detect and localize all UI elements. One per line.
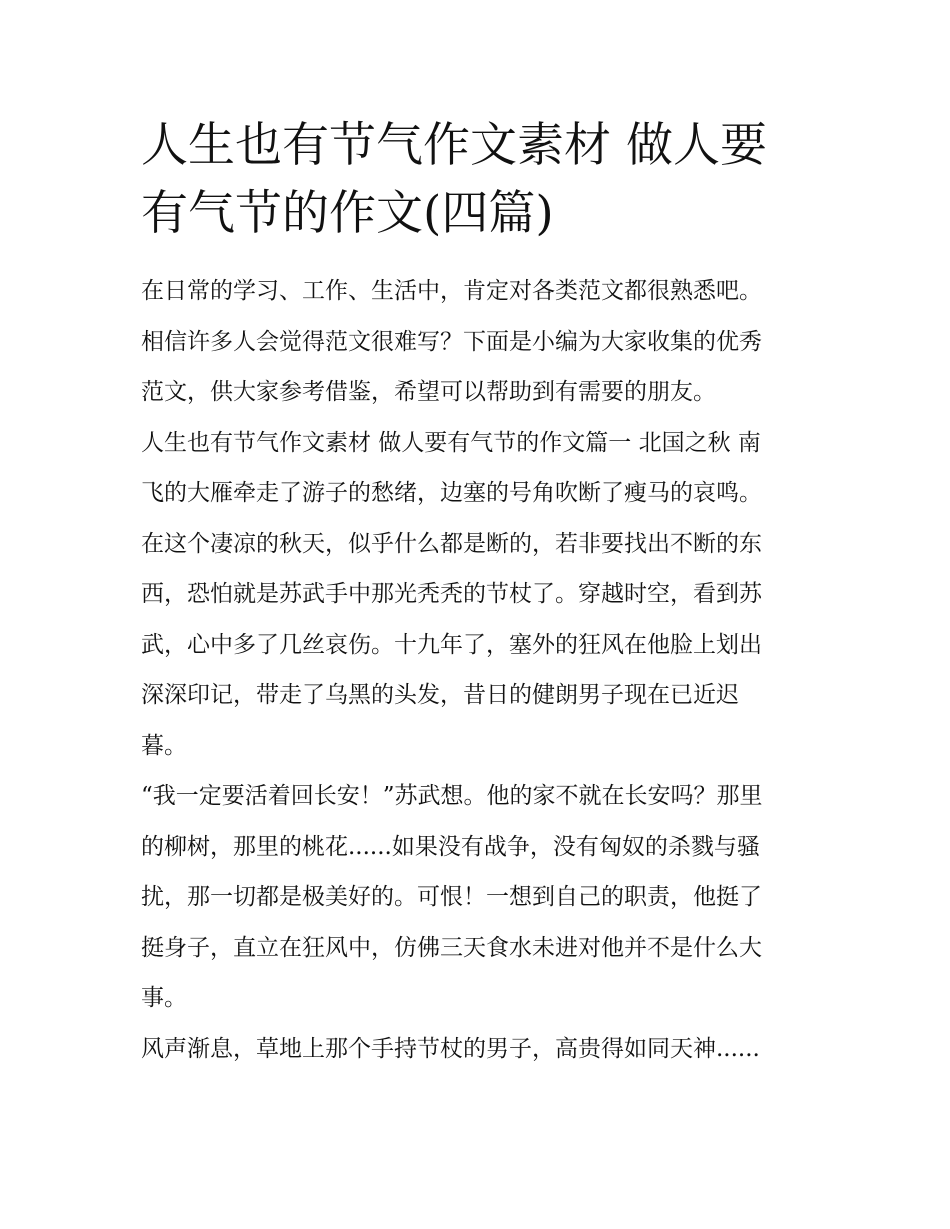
text-line: 飞的大雁牵走了游子的愁绪，边塞的号角吹断了瘦马的哀鸣。 [141,480,762,506]
text-line: 风声渐息，草地上那个手持节杖的男子，高贵得如同天神...... [141,1035,760,1062]
text-line: 相信许多人会觉得范文很难写？下面是小编为大家收集的优秀 [141,328,762,355]
document-body [141,266,813,1074]
text-line: 西，恐怕就是苏武手中那光秃秃的节杖了。穿越时空，看到苏 [141,581,762,607]
document-title [141,112,813,248]
essay-paragraph-2 [141,771,813,1024]
title-line: 有气节的作文(四篇) [141,186,554,241]
text-line: 暮。 [141,732,187,759]
text-line: 范文，供大家参考借鉴，希望可以帮助到有需要的朋友。 [141,379,716,405]
title-line: 人生也有节气作文素材 做人要 [141,118,767,173]
text-line: 在这个凄凉的秋天，似乎什么都是断的，若非要找出不断的东 [141,530,762,557]
text-line: 深深印记，带走了乌黑的头发，昔日的健朗男子现在已近迟 [141,682,739,708]
text-line: 扰，那一切都是极美好的。可恨！一想到自己的职责，他挺了 [141,884,762,910]
text-line: 武，心中多了几丝哀伤。十九年了，塞外的狂风在他脸上划出 [141,631,762,658]
text-line: 事。 [141,985,187,1011]
text-line: “我一定要活着回长安！”苏武想。他的家不就在长安吗？那里 [141,783,763,809]
essay-paragraph-3 [141,1024,813,1075]
essay-paragraph-1 [141,418,813,772]
text-line: 的柳树，那里的桃花......如果没有战争，没有匈奴的杀戮与骚 [141,833,760,860]
intro-paragraph [141,266,813,418]
text-line: 人生也有节气作文素材 做人要有气节的作文篇一 北国之秋 南 [141,429,761,456]
document-page [141,112,813,1074]
text-line: 在日常的学习、工作、生活中，肯定对各类范文都很熟悉吧。 [141,278,762,304]
text-line: 挺身子，直立在狂风中，仿佛三天食水未进对他并不是什么大 [141,934,762,961]
